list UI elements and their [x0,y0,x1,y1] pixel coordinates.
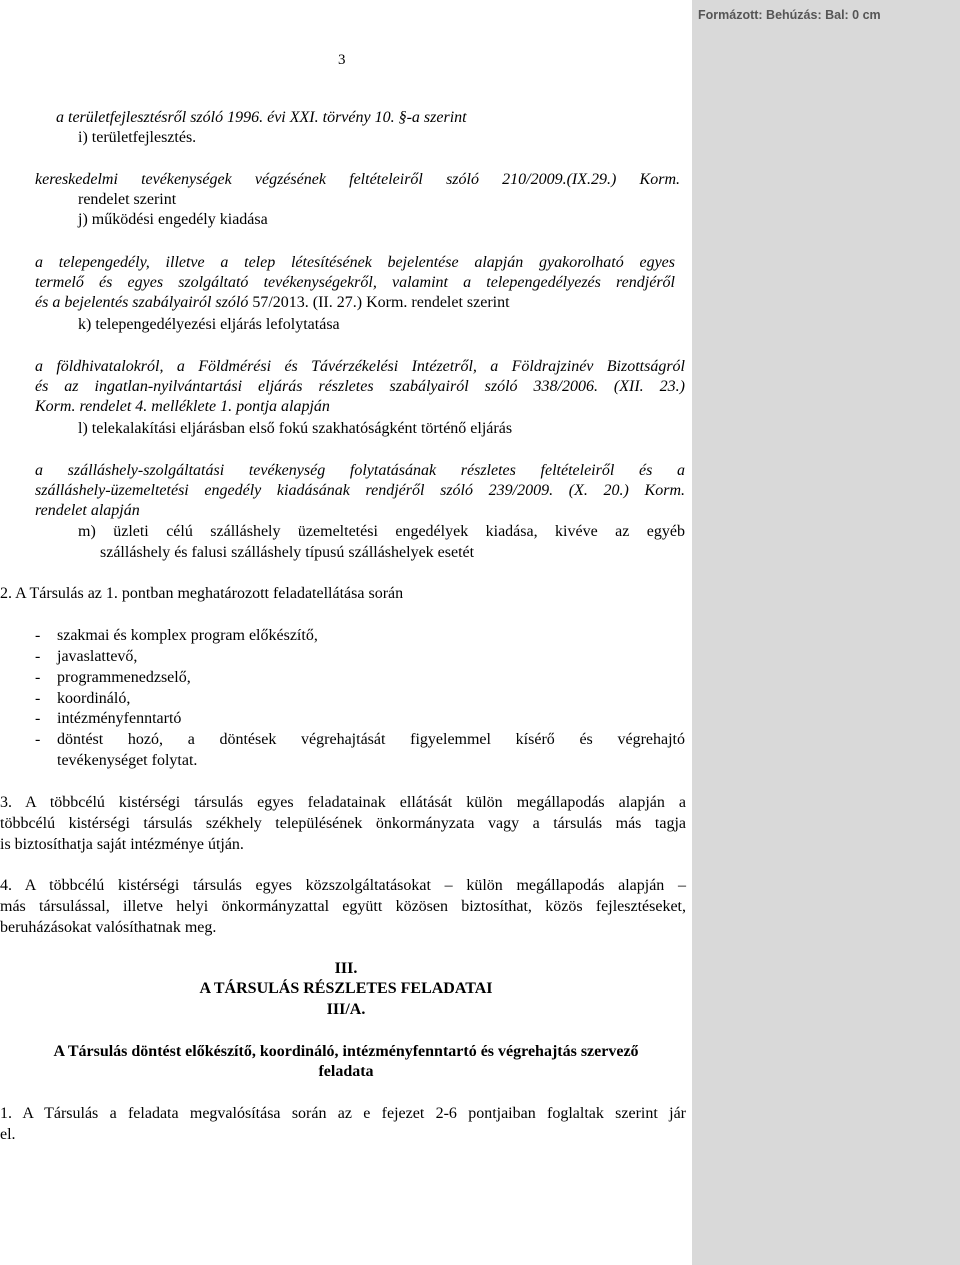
law-reference: a területfejlesztésről szóló 1996. évi XXI. törvény 10. §-a szerint [56,109,467,126]
bullet-item: döntést hozó, a döntések végrehajtását figyelemmel kísérő és végrehajtó [57,731,685,748]
law-reference: termelő és egyes szolgáltató tevékenységekről, valamint a telepengedélyezés rendjéről [35,274,675,291]
bullet-item: intézményfenntartó [57,710,182,727]
section-number: III/A. [326,1001,366,1018]
format-note: Formázott: Behúzás: Bal: 0 cm [698,8,881,22]
paragraph-line: 1. A Társulás a feladata megvalósítása során az e fejezet 2-6 pontjaiban foglaltak szerint jár [0,1105,686,1122]
bullet-dash: - [35,710,41,727]
section-intro: 2. A Társulás az 1. pontban meghatározott feladatellátása során [0,585,404,602]
page-number: 3 [338,52,346,68]
bullet-dash: - [35,669,41,686]
comment-pane [692,0,960,1265]
paragraph-line: többcélú kistérségi társulás székhely településének önkormányzata vagy a társulás más tagja [0,815,686,832]
law-reference-plain: 57/2013. (II. 27.) Korm. rendelet szerint [252,294,510,311]
bullet-dash: - [35,627,41,644]
law-reference: rendelet alapján [35,502,140,519]
bullet-dash: - [35,731,41,748]
paragraph-line: el. [0,1126,16,1143]
law-reference-italic: és a bejelentés szabályairól szóló [35,294,249,311]
paragraph-line: 3. A többcélú kistérségi társulás egyes feladatainak ellátását külön megállapodás alapján a [0,794,686,811]
law-reference [35,293,510,313]
law-reference: Korm. rendelet 4. melléklete 1. pontja alapján [35,398,330,415]
paragraph-line: beruházásokat valósíthatnak meg. [0,919,217,936]
chapter-number: III. [334,960,358,977]
law-reference: rendelet szerint [78,191,177,208]
list-item: j) működési engedély kiadása [78,211,268,228]
chapter-title: A TÁRSULÁS RÉSZLETES FELADATAI [199,980,493,997]
law-reference: szálláshely-üzemeltetési engedély kiadásának rendjéről szóló 239/2009. (X. 20.) Korm. [35,482,685,499]
bullet-item: programmenedzselő, [57,669,191,686]
law-reference: és az ingatlan-nyilvántartási eljárás részletes szabályairól szóló 338/2006. (XII. 23.) [35,378,685,395]
section-title: A Társulás döntést előkészítő, koordináló, intézményfenntartó és végrehajtás szervező [53,1043,639,1060]
paragraph-line: 4. A többcélú kistérségi társulás egyes közszolgáltatásokat – külön megállapodás alapján – [0,877,686,894]
bullet-item: szakmai és komplex program előkészítő, [57,627,318,644]
list-item: l) telekalakítási eljárásban első fokú szakhatóságként történő eljárás [78,420,513,437]
section-title: feladata [318,1063,374,1080]
list-item: m) üzleti célú szálláshely üzemeltetési engedélyek kiadása, kivéve az egyéb [78,523,685,540]
bullet-dash: - [35,648,41,665]
law-reference: a telepengedély, illetve a telep létesítésének bejelentése alapján gyakorolható egyes [35,254,675,271]
list-item: i) területfejlesztés. [78,129,197,146]
bullet-item: javaslattevő, [57,648,138,665]
bullet-item: koordináló, [57,690,131,707]
list-item: k) telepengedélyezési eljárás lefolytatása [78,316,340,333]
bullet-dash: - [35,690,41,707]
law-reference: kereskedelmi tevékenységek végzésének feltételeiről szóló 210/2009.(IX.29.) Korm. [35,171,680,188]
list-item-continuation: szálláshely és falusi szálláshely típusú szálláshelyek esetét [100,544,475,561]
law-reference: a szálláshely-szolgáltatási tevékenység folytatásának részletes feltételeiről és a [35,462,685,479]
bullet-continuation: tevékenységet folytat. [57,752,198,769]
paragraph-line: más társulással, illetve helyi önkormányzattal együtt közösen biztosíthat, közös fejlesztéseket, [0,898,686,915]
paragraph-line: is biztosíthatja saját intézménye útján. [0,836,244,853]
law-reference: a földhivatalokról, a Földmérési és Távérzékelési Intézetről, a Földrajzinév Bizottságról [35,358,685,375]
